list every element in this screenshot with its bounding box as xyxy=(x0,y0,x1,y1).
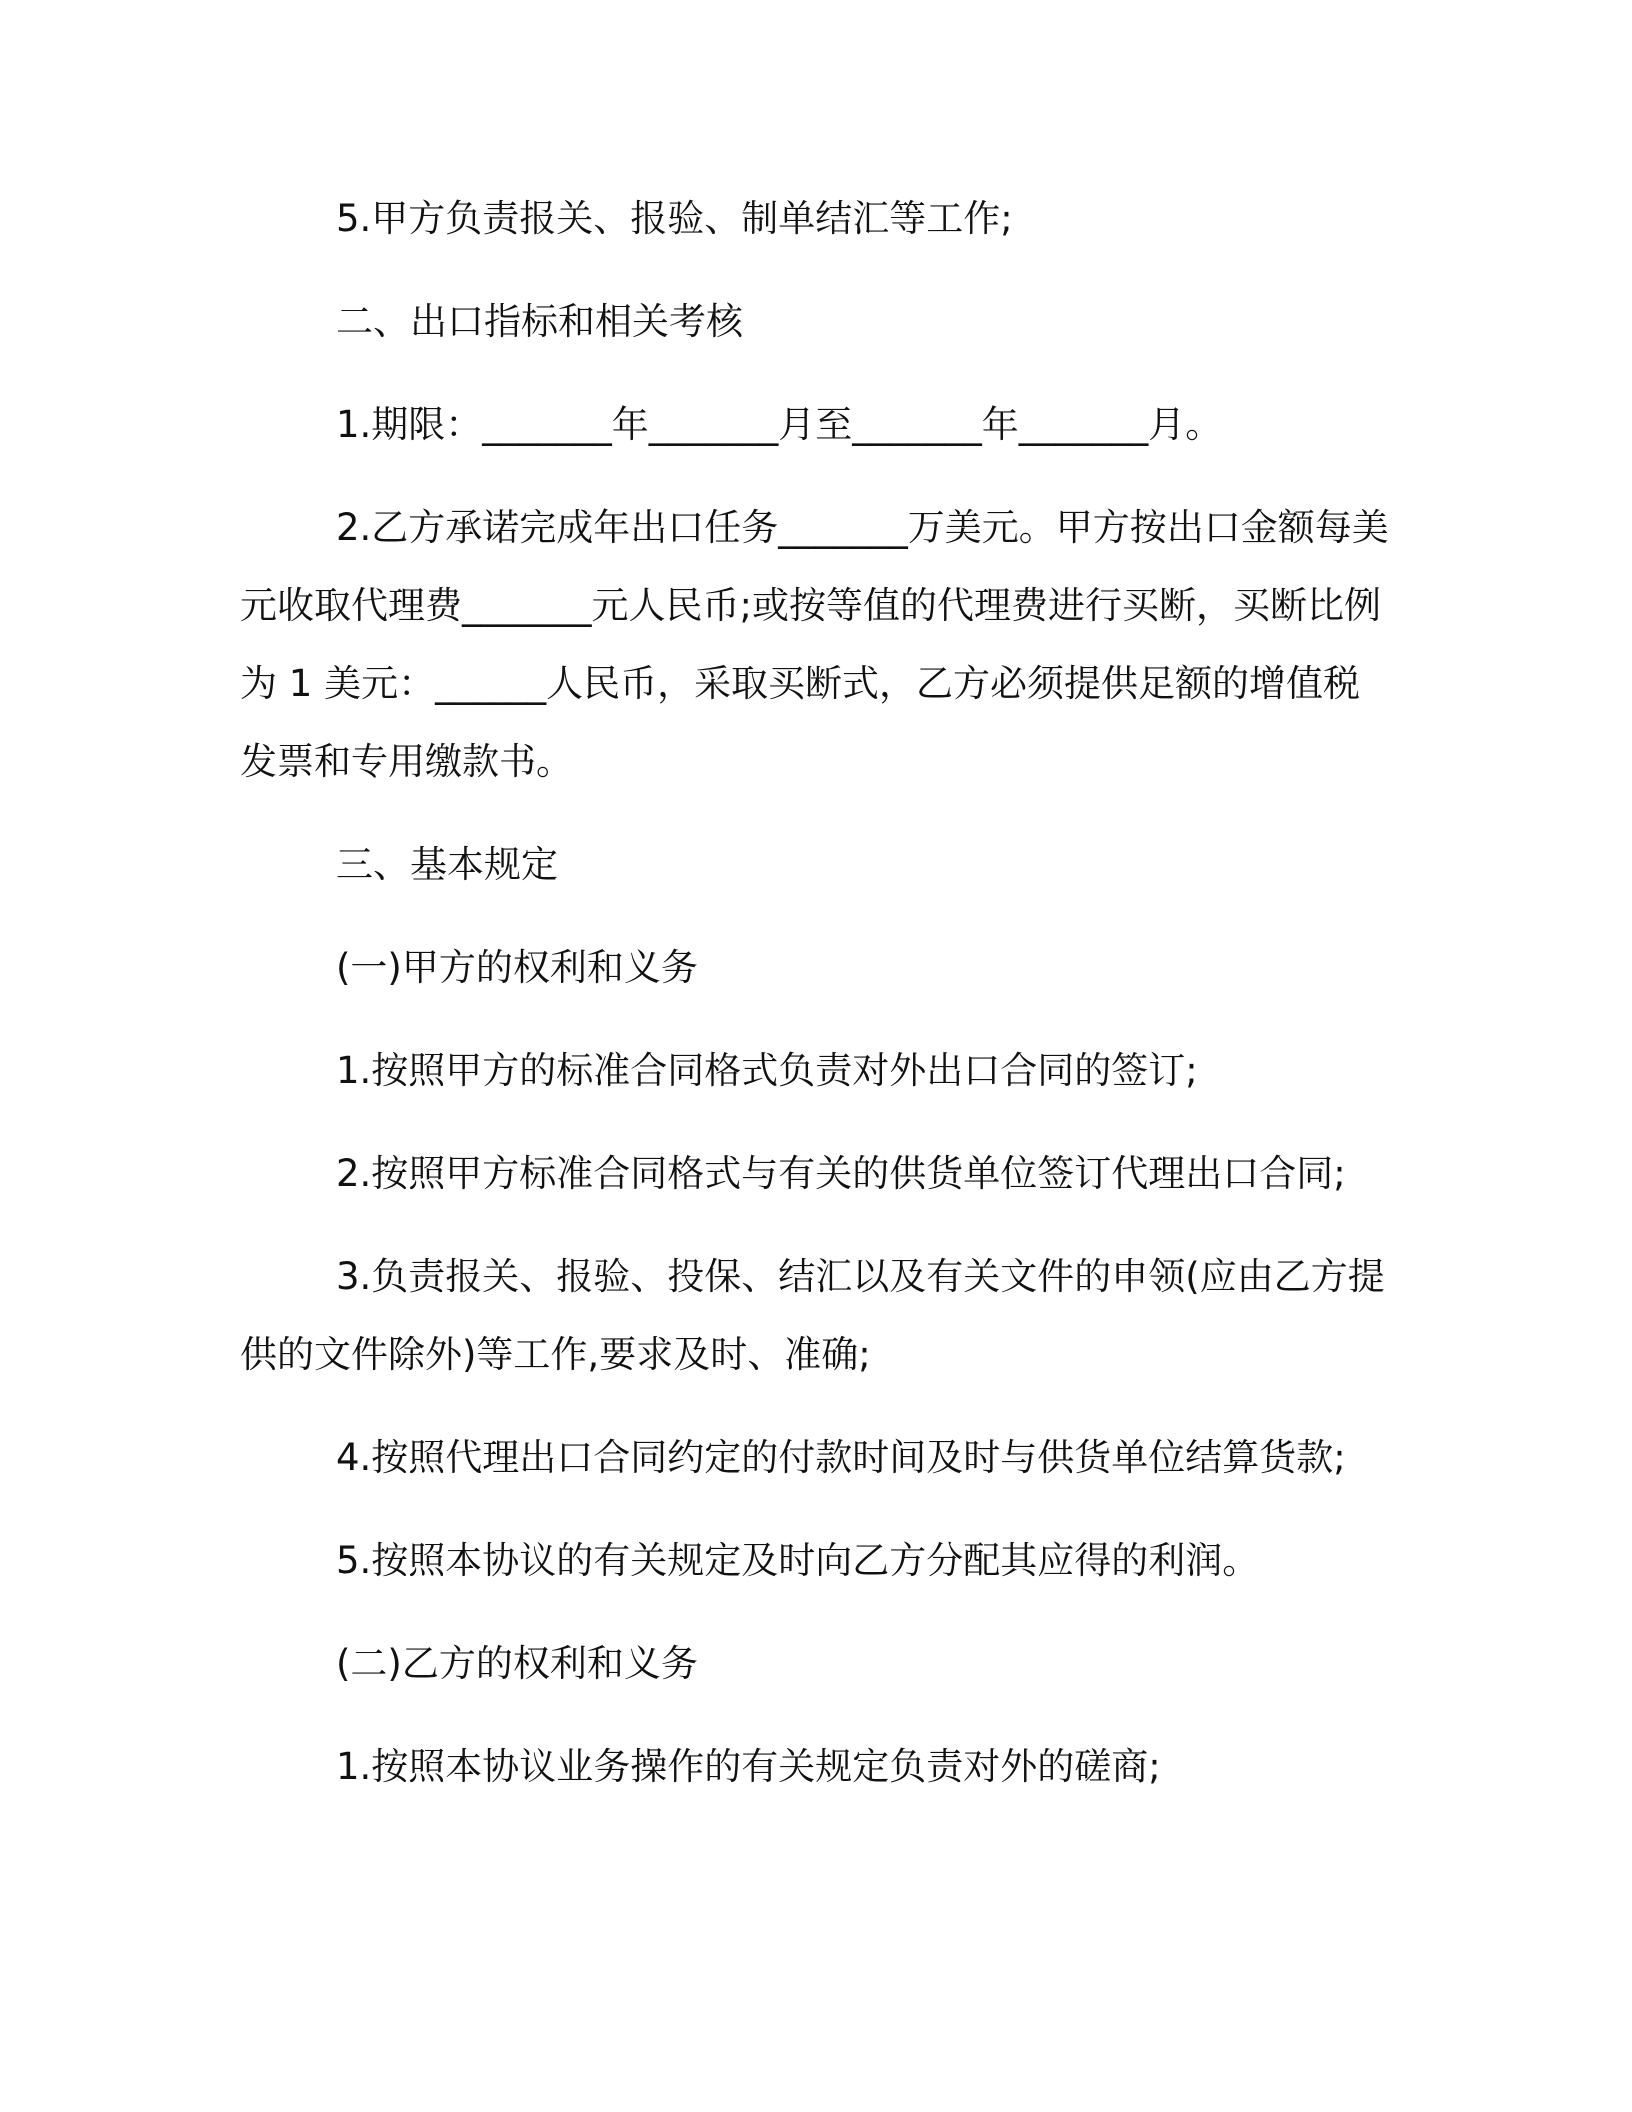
paragraph-party-a-item-5: 5.按照本协议的有关规定及时向乙方分配其应得的利润。 xyxy=(336,1539,1260,1582)
paragraph-party-a-item-3: 3.负责报关、报验、投保、结汇以及有关文件的申领(应由乙方提供的文件除外)等工作,要求及时、准确; xyxy=(240,1255,1385,1376)
paragraph-term-period: 1.期限：_______年_______月至_______年_______月。 xyxy=(336,403,1223,446)
section-heading-export-targets: 二、出口指标和相关考核 xyxy=(336,300,743,343)
paragraph-party-a-item-1: 1.按照甲方的标准合同格式负责对外出口合同的签订; xyxy=(336,1049,1198,1092)
paragraph-party-a-item-4: 4.按照代理出口合同约定的付款时间及时与供货单位结算货款; xyxy=(336,1436,1346,1479)
document-body xyxy=(240,180,1394,1831)
paragraph-party-a-item-2: 2.按照甲方标准合同格式与有关的供货单位签订代理出口合同; xyxy=(336,1152,1346,1195)
paragraph-item-5-customs: 5.甲方负责报关、报验、制单结汇等工作; xyxy=(336,197,1013,240)
paragraph-export-task-fee: 2.乙方承诺完成年出口任务_______万美元。甲方按出口金额每美元收取代理费_______元人民币;或按等值的代理费进行买断，买断比例为 1 美元：______人民币，采取买断式，乙方必须提供足额的增值税发票和专用缴款书。 xyxy=(240,506,1389,783)
subsection-heading-party-a: (一)甲方的权利和义务 xyxy=(336,946,698,989)
section-heading-basic-rules: 三、基本规定 xyxy=(336,843,558,886)
subsection-heading-party-b: (二)乙方的权利和义务 xyxy=(336,1642,698,1685)
paragraph-party-b-item-1: 1.按照本协议业务操作的有关规定负责对外的磋商; xyxy=(336,1745,1161,1788)
